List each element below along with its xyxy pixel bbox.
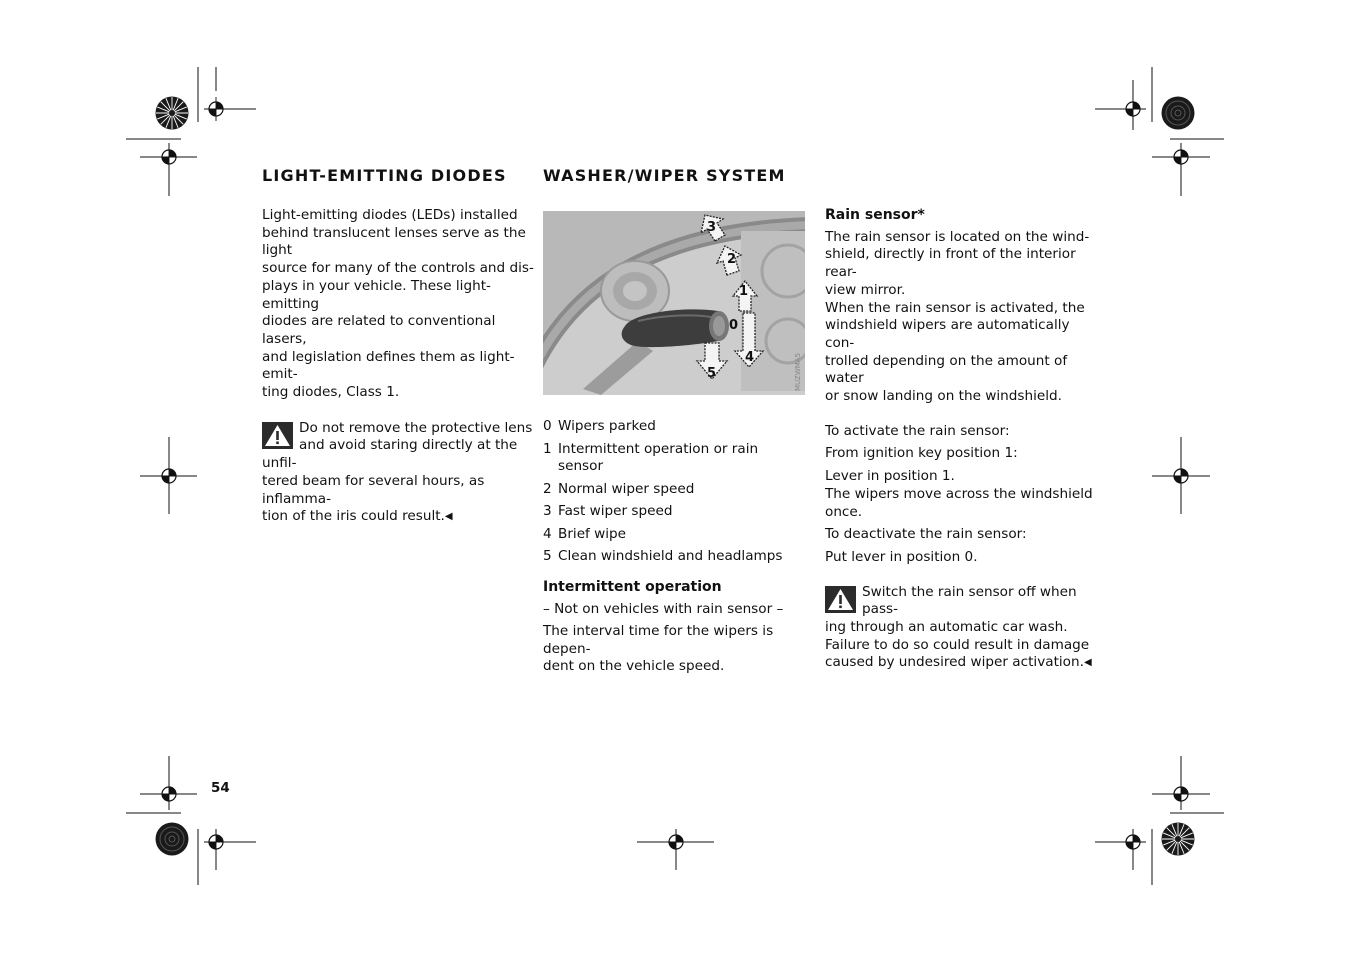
wiper-lever-drawing xyxy=(543,211,805,395)
from-ignition-text: From ignition key position 1: xyxy=(825,445,1018,462)
figure-code: MUZWMA5 xyxy=(794,352,802,391)
position-label-4: 4 xyxy=(745,350,755,365)
legend-item: 5 Clean windshield and headlamps xyxy=(543,548,783,565)
position-label-1: 1 xyxy=(739,284,749,299)
activate-label: To activate the rain sensor: xyxy=(825,422,1010,439)
intermittent-heading: Intermittent operation xyxy=(543,578,722,595)
legend-item: 3 Fast wiper speed xyxy=(543,503,673,520)
end-of-section-triangle-icon: ◀ xyxy=(1083,657,1092,669)
legend-item: 2 Normal wiper speed xyxy=(543,480,695,497)
page-number: 54 xyxy=(211,780,230,796)
rain-sensor-description: The rain sensor is located on the wind- shield, directly in front of the interior rear- view mirror. When the rain sensor is activated, the windshield wipers are automatically con- trolled depending on the amount of water or snow landing on the windshield. xyxy=(825,228,1090,405)
deactivate-label: To deactivate the rain sensor: xyxy=(825,526,1027,543)
rain-sensor-warning-note: Switch the rain sensor off when pass- ing through an automatic car wash. Failure to do so could result in damage caused by undesired wiper activation.◀ xyxy=(825,583,1092,671)
legend-item: 1 Intermittent operation or rain sensor xyxy=(543,440,759,475)
legend-item: 4 Brief wipe xyxy=(543,525,627,542)
wiper-legend-column xyxy=(543,418,805,676)
position-label-3: 3 xyxy=(707,220,717,235)
wiper-position-legend xyxy=(543,418,805,566)
rain-sensor-column xyxy=(825,207,1100,672)
washer-wiper-heading: WASHER/WIPER SYSTEM xyxy=(543,166,786,185)
intermittent-body: The interval time for the wipers is depen- dent on the vehicle speed. xyxy=(543,622,774,675)
position-label-5: 5 xyxy=(707,366,717,381)
led-body-text: Light-emitting diodes (LEDs) installed behind translucent lenses serve as the light source for many of the controls and dis- plays in your vehicle. These light-emitting diodes are related to conventional lasers, and legislation defines them as light-emit- ting diodes, Class 1. xyxy=(262,207,534,401)
position-label-2: 2 xyxy=(727,252,737,267)
legend-item: 0 Wipers parked xyxy=(543,418,656,434)
rain-sensor-heading: Rain sensor* xyxy=(825,207,925,223)
led-section-heading: LIGHT-EMITTING DIODES xyxy=(262,166,507,185)
warning-triangle-icon xyxy=(825,586,856,613)
lever-position-text: Lever in position 1. The wipers move across the windshield once. xyxy=(825,468,1093,520)
position-label-0: 0 xyxy=(729,318,739,333)
warning-triangle-icon xyxy=(262,422,293,449)
put-lever-text: Put lever in position 0. xyxy=(825,548,978,565)
wiper-lever-illustration xyxy=(543,211,805,395)
led-warning-note: Do not remove the protective lens and avoid staring directly at the unfil- tered beam for several hours, as inflamma- tion of the iris could result.◀ xyxy=(262,419,533,525)
intermittent-note: – Not on vehicles with rain sensor – xyxy=(543,600,784,617)
end-of-section-triangle-icon: ◀ xyxy=(444,511,453,523)
led-column xyxy=(262,207,534,526)
